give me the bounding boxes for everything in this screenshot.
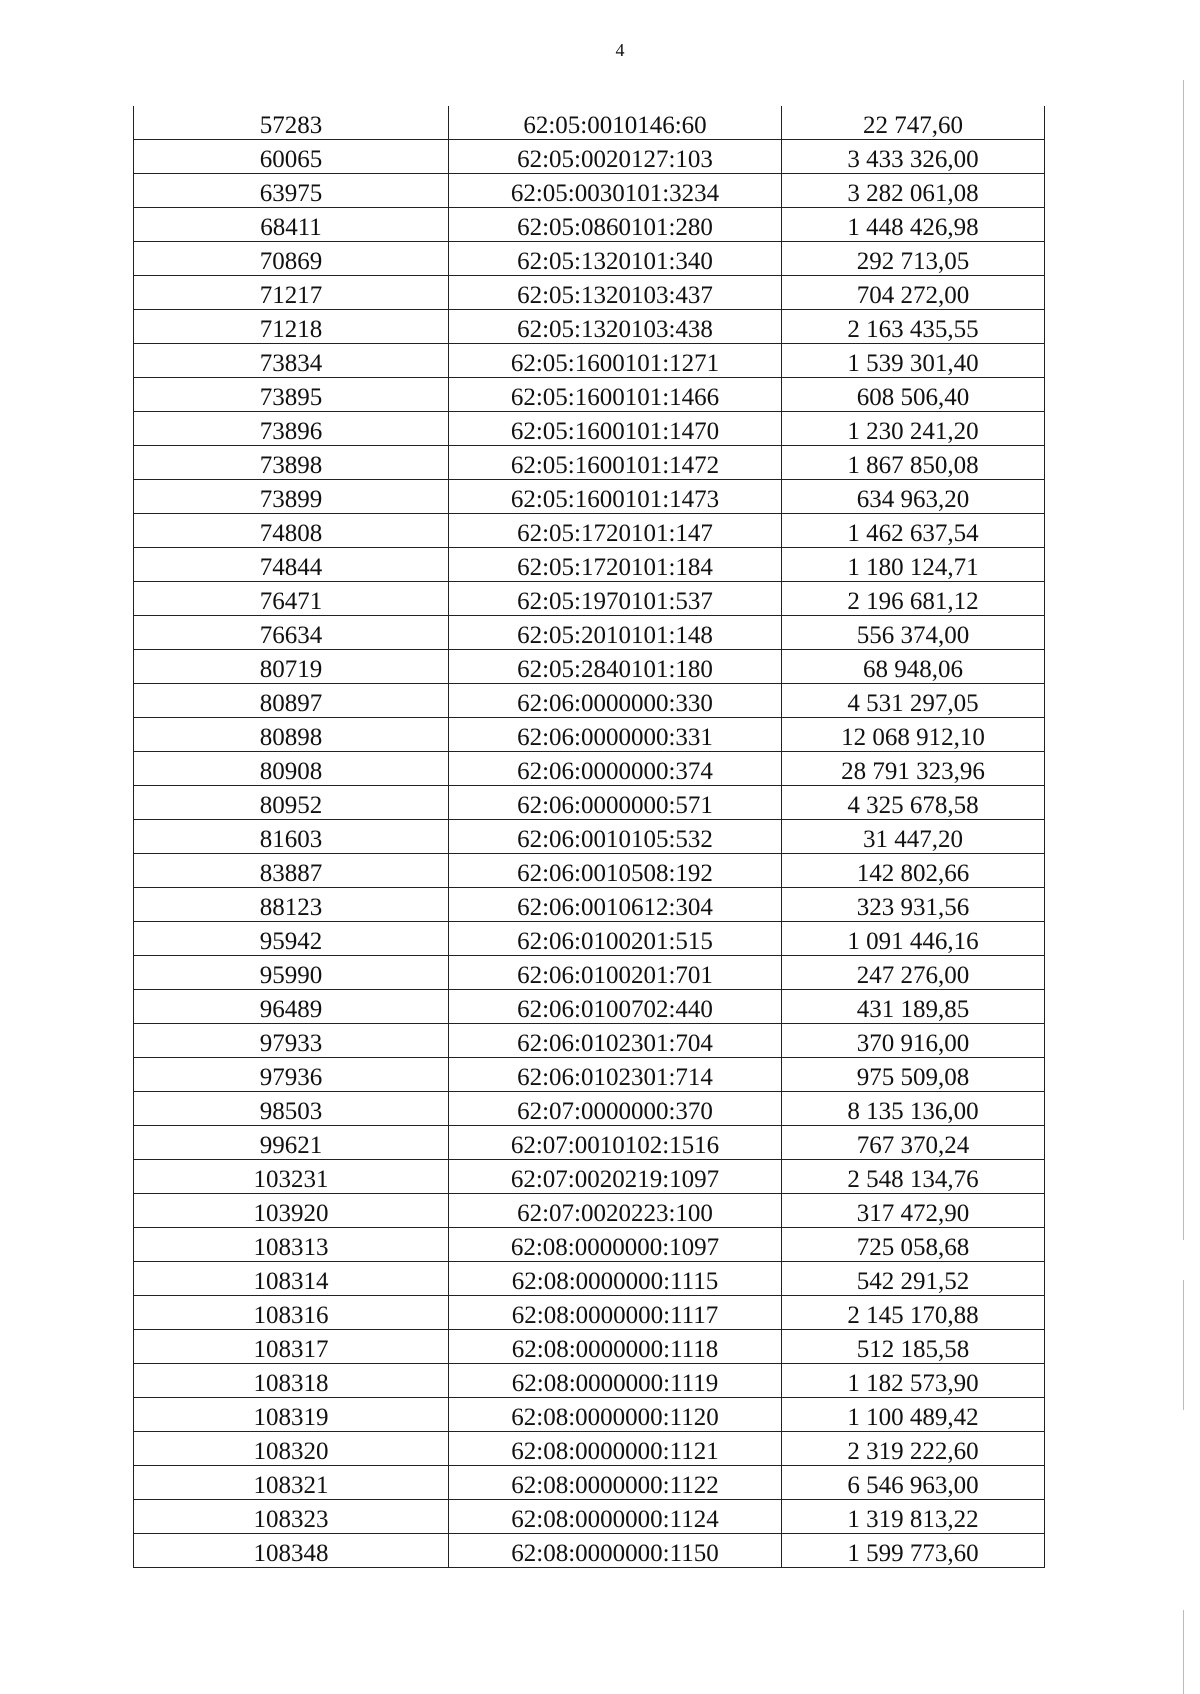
table-row	[134, 344, 1045, 378]
table-row	[134, 582, 1045, 616]
value-cell: 767 370,24	[782, 1126, 1045, 1160]
value-cell: 431 189,85	[782, 990, 1045, 1024]
cadastral-number-cell: 62:05:1320101:340	[449, 242, 782, 276]
cadastral-number-cell: 62:05:2840101:180	[449, 650, 782, 684]
cadastral-number-cell: 62:06:0102301:704	[449, 1024, 782, 1058]
table-row	[134, 1058, 1045, 1092]
value-cell: 1 180 124,71	[782, 548, 1045, 582]
table-row	[134, 956, 1045, 990]
row-id-cell: 108323	[134, 1500, 449, 1534]
table-row	[134, 140, 1045, 174]
row-id-cell: 95990	[134, 956, 449, 990]
table-row	[134, 684, 1045, 718]
row-id-cell: 108313	[134, 1228, 449, 1262]
cadastral-number-cell: 62:05:0010146:60	[449, 106, 782, 140]
cadastral-number-cell: 62:05:1720101:147	[449, 514, 782, 548]
cadastral-number-cell: 62:07:0000000:370	[449, 1092, 782, 1126]
cadastral-number-cell: 62:08:0000000:1119	[449, 1364, 782, 1398]
table-row	[134, 1092, 1045, 1126]
table-row	[134, 548, 1045, 582]
value-cell: 2 145 170,88	[782, 1296, 1045, 1330]
row-id-cell: 108321	[134, 1466, 449, 1500]
cadastral-number-cell: 62:05:0020127:103	[449, 140, 782, 174]
value-cell: 292 713,05	[782, 242, 1045, 276]
value-cell: 1 867 850,08	[782, 446, 1045, 480]
row-id-cell: 73898	[134, 446, 449, 480]
row-id-cell: 103231	[134, 1160, 449, 1194]
cadastral-number-cell: 62:05:1720101:184	[449, 548, 782, 582]
row-id-cell: 71218	[134, 310, 449, 344]
value-cell: 1 319 813,22	[782, 1500, 1045, 1534]
table-row	[134, 1330, 1045, 1364]
value-cell: 556 374,00	[782, 616, 1045, 650]
row-id-cell: 74844	[134, 548, 449, 582]
cadastral-number-cell: 62:06:0010612:304	[449, 888, 782, 922]
table-row	[134, 310, 1045, 344]
cadastral-number-cell: 62:07:0020223:100	[449, 1194, 782, 1228]
row-id-cell: 71217	[134, 276, 449, 310]
value-cell: 2 163 435,55	[782, 310, 1045, 344]
table-row	[134, 378, 1045, 412]
table-row	[134, 888, 1045, 922]
cadastral-number-cell: 62:05:1600101:1470	[449, 412, 782, 446]
table-row	[134, 922, 1045, 956]
table-row	[134, 718, 1045, 752]
value-cell: 512 185,58	[782, 1330, 1045, 1364]
value-cell: 1 091 446,16	[782, 922, 1045, 956]
cadastral-number-cell: 62:06:0000000:374	[449, 752, 782, 786]
cadastral-number-cell: 62:08:0000000:1121	[449, 1432, 782, 1466]
row-id-cell: 103920	[134, 1194, 449, 1228]
row-id-cell: 57283	[134, 106, 449, 140]
row-id-cell: 76471	[134, 582, 449, 616]
row-id-cell: 68411	[134, 208, 449, 242]
row-id-cell: 97936	[134, 1058, 449, 1092]
value-cell: 1 448 426,98	[782, 208, 1045, 242]
row-id-cell: 73834	[134, 344, 449, 378]
cadastral-number-cell: 62:07:0020219:1097	[449, 1160, 782, 1194]
table-row	[134, 480, 1045, 514]
value-cell: 1 182 573,90	[782, 1364, 1045, 1398]
row-id-cell: 80908	[134, 752, 449, 786]
value-cell: 975 509,08	[782, 1058, 1045, 1092]
table-row	[134, 616, 1045, 650]
value-cell: 28 791 323,96	[782, 752, 1045, 786]
cadastral-number-cell: 62:08:0000000:1118	[449, 1330, 782, 1364]
cadastral-number-cell: 62:08:0000000:1097	[449, 1228, 782, 1262]
row-id-cell: 96489	[134, 990, 449, 1024]
page-number: 4	[615, 40, 625, 60]
scan-edge-line	[1183, 1610, 1184, 1694]
value-cell: 2 196 681,12	[782, 582, 1045, 616]
value-cell: 370 916,00	[782, 1024, 1045, 1058]
cadastral-number-cell: 62:05:1320103:438	[449, 310, 782, 344]
value-cell: 4 531 297,05	[782, 684, 1045, 718]
row-id-cell: 99621	[134, 1126, 449, 1160]
row-id-cell: 60065	[134, 140, 449, 174]
row-id-cell: 108316	[134, 1296, 449, 1330]
row-id-cell: 98503	[134, 1092, 449, 1126]
cadastral-number-cell: 62:06:0000000:330	[449, 684, 782, 718]
value-cell: 247 276,00	[782, 956, 1045, 990]
value-cell: 1 100 489,42	[782, 1398, 1045, 1432]
table-row	[134, 514, 1045, 548]
table-row	[134, 1262, 1045, 1296]
cadastral-number-cell: 62:08:0000000:1150	[449, 1534, 782, 1568]
row-id-cell: 70869	[134, 242, 449, 276]
table-row	[134, 1160, 1045, 1194]
data-table-container	[133, 106, 1045, 1568]
value-cell: 22 747,60	[782, 106, 1045, 140]
row-id-cell: 108320	[134, 1432, 449, 1466]
table-row	[134, 1228, 1045, 1262]
cadastral-number-cell: 62:06:0102301:714	[449, 1058, 782, 1092]
cadastral-number-cell: 62:05:0860101:280	[449, 208, 782, 242]
cadastral-number-cell: 62:08:0000000:1122	[449, 1466, 782, 1500]
table-row	[134, 1024, 1045, 1058]
value-cell: 6 546 963,00	[782, 1466, 1045, 1500]
value-cell: 2 548 134,76	[782, 1160, 1045, 1194]
table-row	[134, 446, 1045, 480]
row-id-cell: 73895	[134, 378, 449, 412]
value-cell: 704 272,00	[782, 276, 1045, 310]
data-table	[133, 106, 1045, 1568]
table-row	[134, 1534, 1045, 1568]
row-id-cell: 108317	[134, 1330, 449, 1364]
cadastral-number-cell: 62:08:0000000:1124	[449, 1500, 782, 1534]
row-id-cell: 80897	[134, 684, 449, 718]
row-id-cell: 108319	[134, 1398, 449, 1432]
row-id-cell: 73899	[134, 480, 449, 514]
cadastral-number-cell: 62:05:2010101:148	[449, 616, 782, 650]
cadastral-number-cell: 62:06:0010105:532	[449, 820, 782, 854]
row-id-cell: 63975	[134, 174, 449, 208]
table-row	[134, 412, 1045, 446]
cadastral-number-cell: 62:06:0010508:192	[449, 854, 782, 888]
cadastral-number-cell: 62:08:0000000:1117	[449, 1296, 782, 1330]
value-cell: 1 599 773,60	[782, 1534, 1045, 1568]
table-row	[134, 1500, 1045, 1534]
cadastral-number-cell: 62:08:0000000:1115	[449, 1262, 782, 1296]
row-id-cell: 95942	[134, 922, 449, 956]
cadastral-number-cell: 62:05:1600101:1466	[449, 378, 782, 412]
table-row	[134, 242, 1045, 276]
table-row	[134, 1194, 1045, 1228]
row-id-cell: 74808	[134, 514, 449, 548]
row-id-cell: 108318	[134, 1364, 449, 1398]
table-row	[134, 1296, 1045, 1330]
row-id-cell: 80719	[134, 650, 449, 684]
row-id-cell: 108314	[134, 1262, 449, 1296]
value-cell: 31 447,20	[782, 820, 1045, 854]
table-row	[134, 752, 1045, 786]
cadastral-number-cell: 62:06:0000000:571	[449, 786, 782, 820]
table-row	[134, 650, 1045, 684]
value-cell: 317 472,90	[782, 1194, 1045, 1228]
cadastral-number-cell: 62:06:0100201:515	[449, 922, 782, 956]
cadastral-number-cell: 62:06:0100201:701	[449, 956, 782, 990]
value-cell: 68 948,06	[782, 650, 1045, 684]
cadastral-number-cell: 62:08:0000000:1120	[449, 1398, 782, 1432]
row-id-cell: 108348	[134, 1534, 449, 1568]
cadastral-number-cell: 62:05:1600101:1473	[449, 480, 782, 514]
table-row	[134, 1364, 1045, 1398]
table-row	[134, 1126, 1045, 1160]
table-row	[134, 786, 1045, 820]
row-id-cell: 97933	[134, 1024, 449, 1058]
value-cell: 542 291,52	[782, 1262, 1045, 1296]
row-id-cell: 76634	[134, 616, 449, 650]
row-id-cell: 73896	[134, 412, 449, 446]
row-id-cell: 81603	[134, 820, 449, 854]
value-cell: 608 506,40	[782, 378, 1045, 412]
value-cell: 1 462 637,54	[782, 514, 1045, 548]
scan-edge-line	[1183, 1280, 1184, 1410]
cadastral-number-cell: 62:05:1320103:437	[449, 276, 782, 310]
cadastral-number-cell: 62:05:1600101:1271	[449, 344, 782, 378]
cadastral-number-cell: 62:05:0030101:3234	[449, 174, 782, 208]
table-row	[134, 208, 1045, 242]
table-row	[134, 854, 1045, 888]
table-row	[134, 276, 1045, 310]
table-row	[134, 1398, 1045, 1432]
value-cell: 3 433 326,00	[782, 140, 1045, 174]
cadastral-number-cell: 62:05:1600101:1472	[449, 446, 782, 480]
table-row	[134, 990, 1045, 1024]
scan-edge-line	[1183, 80, 1184, 1240]
value-cell: 12 068 912,10	[782, 718, 1045, 752]
table-row	[134, 1466, 1045, 1500]
table-row	[134, 174, 1045, 208]
row-id-cell: 80952	[134, 786, 449, 820]
value-cell: 3 282 061,08	[782, 174, 1045, 208]
cadastral-number-cell: 62:05:1970101:537	[449, 582, 782, 616]
row-id-cell: 80898	[134, 718, 449, 752]
value-cell: 8 135 136,00	[782, 1092, 1045, 1126]
value-cell: 1 230 241,20	[782, 412, 1045, 446]
value-cell: 323 931,56	[782, 888, 1045, 922]
table-row	[134, 106, 1045, 140]
row-id-cell: 83887	[134, 854, 449, 888]
row-id-cell: 88123	[134, 888, 449, 922]
value-cell: 4 325 678,58	[782, 786, 1045, 820]
value-cell: 725 058,68	[782, 1228, 1045, 1262]
value-cell: 142 802,66	[782, 854, 1045, 888]
table-body	[134, 106, 1045, 1568]
value-cell: 2 319 222,60	[782, 1432, 1045, 1466]
cadastral-number-cell: 62:06:0100702:440	[449, 990, 782, 1024]
table-row	[134, 820, 1045, 854]
cadastral-number-cell: 62:06:0000000:331	[449, 718, 782, 752]
cadastral-number-cell: 62:07:0010102:1516	[449, 1126, 782, 1160]
value-cell: 634 963,20	[782, 480, 1045, 514]
value-cell: 1 539 301,40	[782, 344, 1045, 378]
table-row	[134, 1432, 1045, 1466]
